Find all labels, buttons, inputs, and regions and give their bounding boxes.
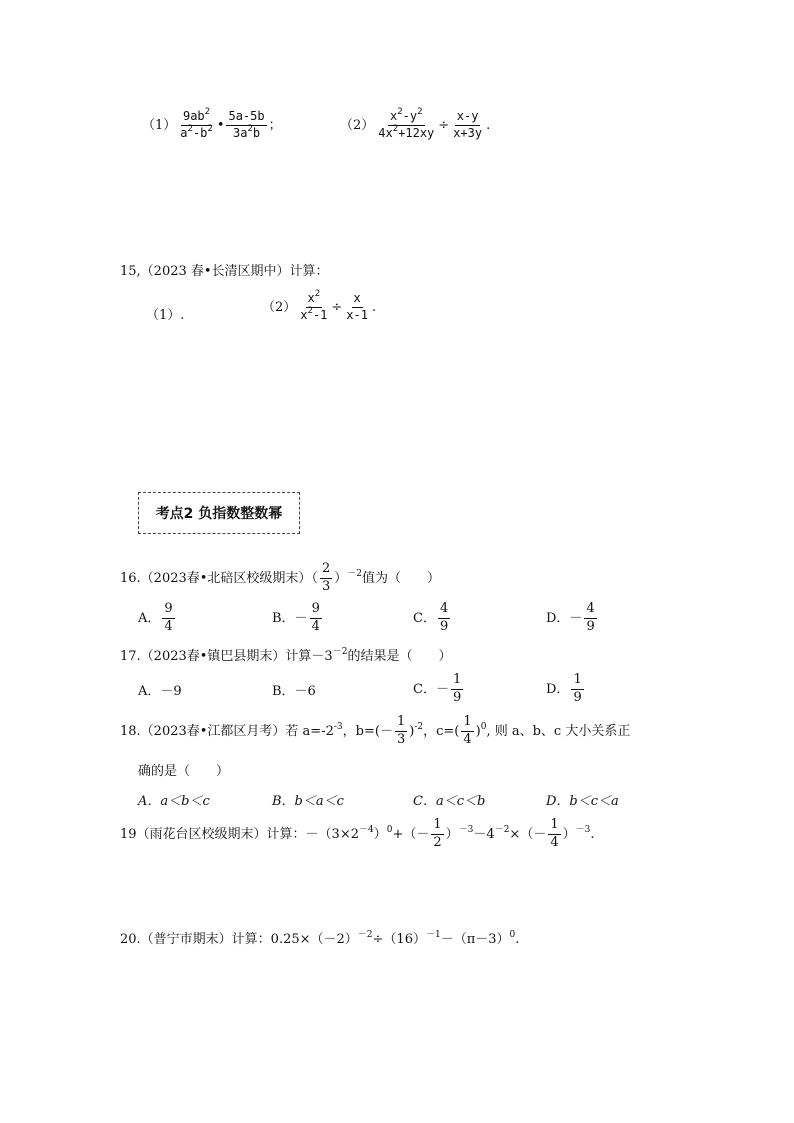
q18-option-a[interactable]: A．a＜b＜c bbox=[138, 794, 210, 809]
q14-part2-label: （2） bbox=[340, 117, 375, 133]
q18-option-c[interactable]: C．a＜c＜b bbox=[413, 794, 486, 809]
q15-part2: （2） $\frac{x^2}{x^2-1}$ ÷ $\frac{x}{x-1}$ . bbox=[262, 289, 377, 322]
section-heading-box bbox=[138, 492, 300, 534]
multiply-dot: • bbox=[216, 117, 225, 133]
q16-option-b[interactable]: B．－ $\frac{9}{4}$ bbox=[272, 601, 320, 634]
divide-sign: ÷ bbox=[438, 117, 450, 133]
q17-stem: 17.（2023春•镇巴县期末）计算$-3^{-2}$的结果是（ ） bbox=[120, 647, 452, 664]
q14-part1-label: （1） bbox=[142, 117, 177, 133]
q14-p1-fraction2: $\frac{5a-5b}{3a^2b}$ bbox=[228, 109, 265, 140]
q15-part1: （1）. bbox=[146, 308, 185, 323]
q17-option-d[interactable]: D． $\frac{1}{9}$ bbox=[546, 672, 582, 705]
divide-sign: ÷ bbox=[331, 299, 343, 315]
q14-part2: （2） $\frac{x^2-y^2}{4x^2+12xy}$ ÷ $\frac{x-y}{x+3y}$ . bbox=[340, 107, 491, 140]
q16-option-a[interactable]: A． $\frac{9}{4}$ bbox=[138, 601, 173, 634]
q15-fraction2: $\frac{x}{x-1}$ bbox=[346, 291, 368, 322]
q20-stem: 20.（普宁市期末）计算：$0.25\times(-2)^{-2}\div(16)^{-1}-(\pi-3)^0$. bbox=[120, 930, 520, 947]
q14-p1-fraction1: $\frac{9ab^2}{a^2-b^2}$ bbox=[180, 107, 213, 140]
q15-title: 15,（2023 春•长清区期中）计算： bbox=[120, 264, 329, 279]
q14-p2-fraction1: $\frac{x^2-y^2}{4x^2+12xy}$ bbox=[378, 107, 435, 140]
q18-stem-line2: 确的是（ ） bbox=[138, 764, 230, 779]
q18-option-d[interactable]: D．b＜c＜a bbox=[546, 794, 619, 809]
q17-option-a[interactable]: A．－9 bbox=[138, 684, 182, 699]
q16-stem: 16.（2023春•北碚区校级期末）（ $\frac{2}{3}$ ）$^{-2}$值为（ ） bbox=[120, 561, 440, 594]
q18-option-b[interactable]: B．b＜a＜c bbox=[272, 794, 344, 809]
q16-option-c[interactable]: C． $\frac{4}{9}$ bbox=[413, 601, 449, 634]
q14-p2-fraction2: $\frac{x-y}{x+3y}$ bbox=[453, 109, 483, 140]
q16-fraction: $\frac{2}{3}$ bbox=[321, 561, 331, 594]
q17-option-c[interactable]: C．－ $\frac{1}{9}$ bbox=[413, 672, 462, 705]
q14-part1: （1） $\frac{9ab^2}{a^2-b^2}$ • $\frac{5a-5b}{3a^2b}$ ； bbox=[142, 107, 282, 140]
q17-option-b[interactable]: B．－6 bbox=[272, 684, 316, 699]
q18-stem: 18.（2023春•江都区月考）若 $a=-2^{-3}$，b=(－ $\frac{1}{3}$ )$^{-2}$，c=( $\frac{1}{4}$ )$^0$, 则 a、b、c 大小关系正 bbox=[120, 714, 631, 747]
section-title: 考点2 负指数整数幂 bbox=[155, 506, 283, 522]
q16-option-d[interactable]: D．－ $\frac{4}{9}$ bbox=[546, 601, 595, 634]
q15-fraction1: $\frac{x^2}{x^2-1}$ bbox=[300, 289, 328, 322]
q19-stem: 19（雨花台区校级期末）计算：$-(3\times 2^{-4})^0+(-$ $\frac{1}{2}$ ）$^{-3}-4^{-2}\times(-$ $\frac{1}{4}$ ）$^{-3}$. bbox=[120, 817, 595, 850]
